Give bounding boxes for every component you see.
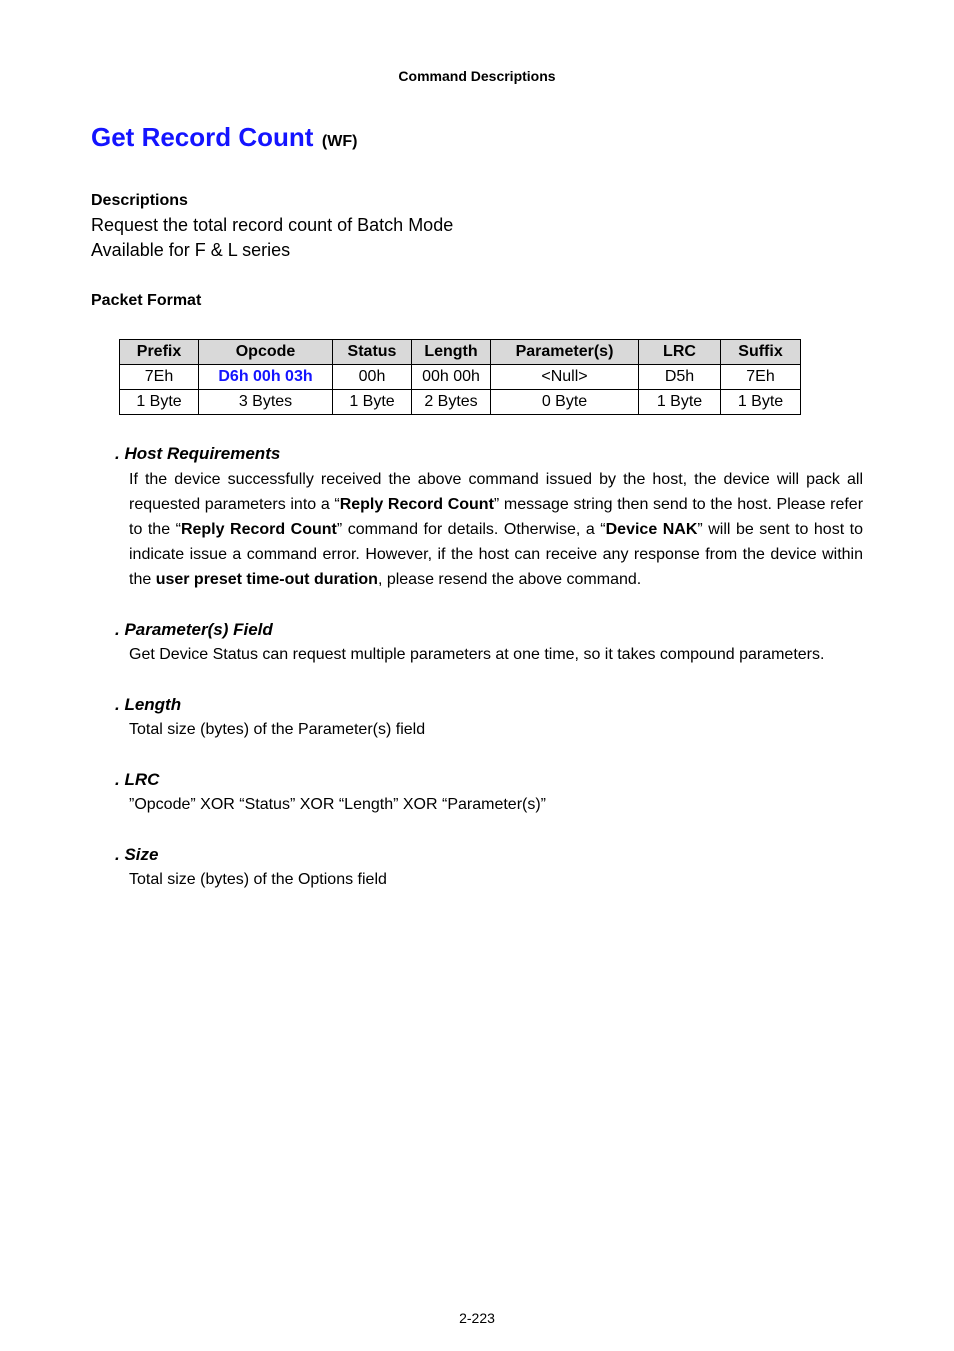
length-text: Total size (bytes) of the Parameter(s) field [129, 721, 426, 738]
opcode-cell: D6h 00h 03h [199, 365, 333, 390]
paragraph-text: ” will be sent to host to indicate issue a command error. However, if the host can receive any response from the device within the [129, 521, 864, 588]
paragraph-text: ” message string then send to the host. Please refer to the “ [129, 496, 864, 538]
table-cell: 2 Bytes [412, 390, 491, 415]
column-header: Length [412, 340, 491, 365]
bold-term: Reply Record Count [339, 496, 494, 513]
description-line: Available for F & L series [91, 240, 291, 260]
table-cell: 1 Byte [120, 390, 199, 415]
table-cell: <Null> [491, 365, 639, 390]
column-header: Opcode [199, 340, 333, 365]
table-header-row [120, 340, 801, 365]
table-cell: D5h [639, 365, 721, 390]
parameter-field-text: Get Device Status can request multiple parameters at one time, so it takes compound parameters. [129, 646, 825, 663]
size-heading: . Size [115, 845, 159, 864]
size-text: Total size (bytes) of the Options field [129, 871, 387, 888]
table-row [120, 365, 801, 390]
table-cell: 3 Bytes [199, 390, 333, 415]
paragraph-text: If the device successfully received the above command issued by the host, the device will pack all requested parameters into a “ [129, 471, 863, 513]
column-header: Prefix [120, 340, 199, 365]
lrc-text: ”Opcode” XOR “Status” XOR “Length” XOR “Parameter(s)” [129, 796, 546, 813]
host-requirements-heading: . Host Requirements [115, 444, 281, 463]
length-heading: . Length [115, 695, 182, 714]
table-cell: 7Eh [120, 365, 199, 390]
title-main: Get Record Count [91, 122, 314, 152]
title-command-code: (WF) [321, 133, 358, 150]
page-title [91, 122, 357, 153]
column-header: Parameter(s) [491, 340, 639, 365]
table-cell: 00h 00h [412, 365, 491, 390]
lrc-heading: . LRC [115, 770, 160, 789]
column-header: Status [333, 340, 412, 365]
running-header: Command Descriptions [398, 68, 556, 84]
bold-term: Device NAK [605, 521, 698, 538]
packet-format-table [119, 339, 801, 415]
table-cell: 1 Byte [639, 390, 721, 415]
bold-term: Reply Record Count [180, 521, 337, 538]
packet-format-heading: Packet Format [91, 292, 202, 309]
column-header: LRC [639, 340, 721, 365]
table-cell: 1 Byte [721, 390, 801, 415]
table-cell: 7Eh [721, 365, 801, 390]
page-number: 2-223 [459, 1310, 495, 1326]
parameter-field-heading: . Parameter(s) Field [115, 620, 273, 639]
descriptions-heading: Descriptions [91, 192, 188, 209]
table-cell: 0 Byte [491, 390, 639, 415]
column-header: Suffix [721, 340, 801, 365]
table-cell: 1 Byte [333, 390, 412, 415]
table-row [120, 390, 801, 415]
bold-term: user preset time-out duration [155, 571, 378, 588]
description-line: Request the total record count of Batch Mode [91, 215, 454, 235]
paragraph-text: ” command for details. Otherwise, a “ [336, 521, 606, 538]
host-requirements-paragraph [129, 467, 863, 592]
paragraph-text: , please resend the above command. [377, 571, 642, 588]
table-cell: 00h [333, 365, 412, 390]
